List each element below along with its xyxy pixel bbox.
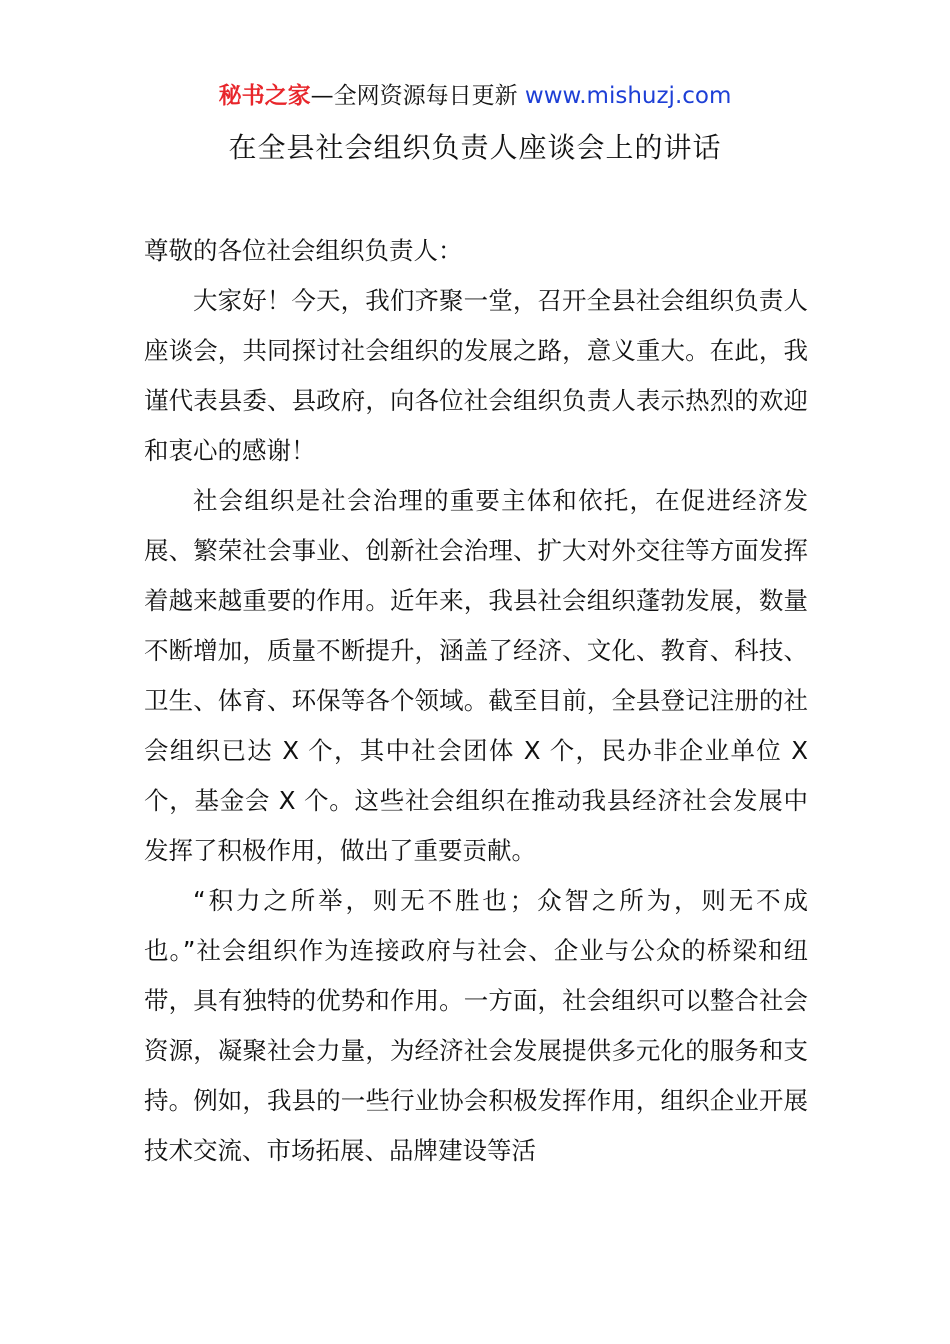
site-url-link[interactable]: www.mishuzj.com: [524, 83, 732, 109]
site-header: [0, 80, 950, 112]
paragraph: 大家好！今天，我们齐聚一堂，召开全县社会组织负责人座谈会，共同探讨社会组织的发展之路，意义重大。在此，我谨代表县委、县政府，向各位社会组织负责人表示热烈的欢迎和衷心的感谢！: [144, 286, 808, 465]
site-tagline: —全网资源每日更新: [310, 83, 525, 109]
paragraph: 社会组织是社会治理的重要主体和依托，在促进经济发展、繁荣社会事业、创新社会治理、扩大对外交往等方面发挥着越来越重要的作用。近年来，我县社会组织蓬勃发展，数量不断增加，质量不断提升，涵盖了经济、文化、教育、科技、卫生、体育、环保等各个领域。截至目前，全县登记注册的社会组织已达 X 个，其中社会团体 X 个，民办非企业单位 X 个，基金会 X 个。这些社会组织在推动我县经济社会发展中发挥了积极作用，做出了重要贡献。: [144, 486, 808, 865]
site-name: 秘书之家: [218, 83, 311, 109]
salutation: 尊敬的各位社会组织负责人：: [144, 236, 463, 265]
paragraph: “积力之所举，则无不胜也；众智之所为，则无不成也。”社会组织作为连接政府与社会、企业与公众的桥梁和纽带，具有独特的优势和作用。一方面，社会组织可以整合社会资源，凝聚社会力量，为经济社会发展提供多元化的服务和支持。例如，我县的一些行业协会积极发挥作用，组织企业开展技术交流、市场拓展、品牌建设等活: [144, 886, 808, 1165]
document-body: [144, 226, 808, 1176]
document-title: 在全县社会组织负责人座谈会上的讲话: [228, 131, 722, 164]
